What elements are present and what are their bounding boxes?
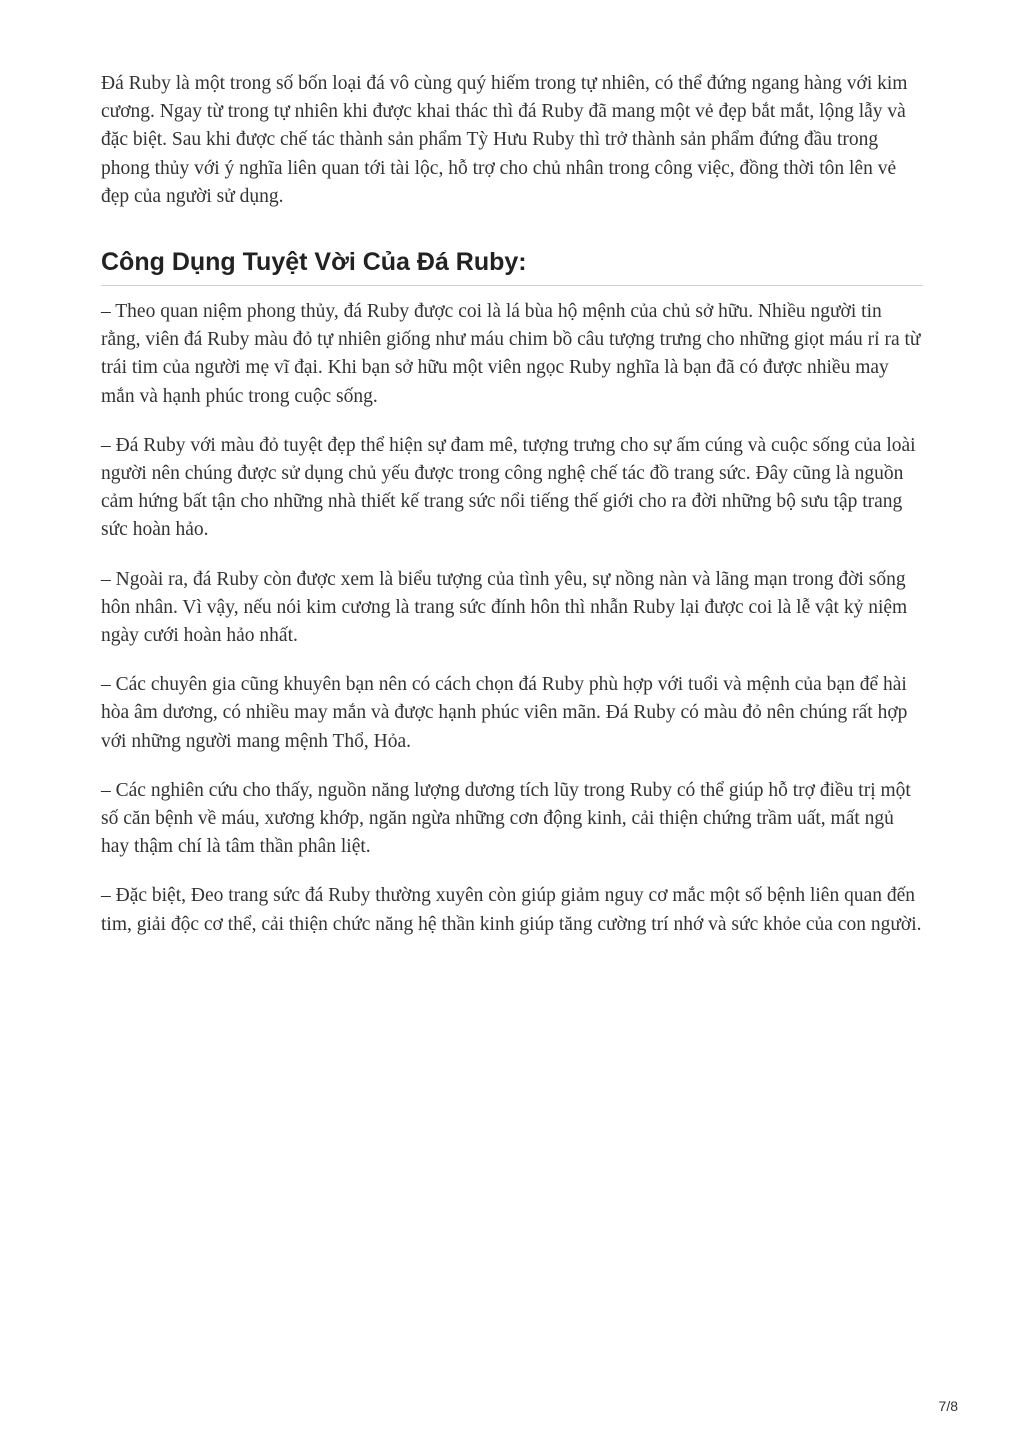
- intro-paragraph: Đá Ruby là một trong số bốn loại đá vô cùng quý hiếm trong tự nhiên, có thể đứng ngang hàng với kim cương. Ngay từ trong tự nhiên khi được khai thác thì đá Ruby đã mang một vẻ đẹp bắt mắt, lộng lẫy và đặc biệt. Sau khi được chế tác thành sản phẩm Tỳ Hưu Ruby thì trở thành sản phẩm đứng đầu trong phong thủy với ý nghĩa liên quan tới tài lộc, hỗ trợ cho chủ nhân trong công việc, đồng thời tôn lên vẻ đẹp của người sử dụng.: [101, 73, 908, 207]
- benefit-paragraph-4: – Các chuyên gia cũng khuyên bạn nên có cách chọn đá Ruby phù hợp với tuổi và mệnh của bạn để hài hòa âm dương, có nhiều may mắn và được hạnh phúc viên mãn. Đá Ruby có màu đỏ nên chúng rất hợp với những người mang mệnh Thổ, Hỏa.: [101, 674, 908, 752]
- section-heading: Công Dụng Tuyệt Vời Của Đá Ruby:: [101, 245, 923, 286]
- benefit-paragraph-1: – Theo quan niệm phong thủy, đá Ruby được coi là lá bùa hộ mệnh của chủ sở hữu. Nhiều người tin rằng, viên đá Ruby màu đỏ tự nhiên giống như máu chim bồ câu tượng trưng cho những giọt máu rỉ ra từ trái tim của người mẹ vĩ đại. Khi bạn sở hữu một viên ngọc Ruby nghĩa là bạn đã có được nhiều may mắn và hạnh phúc trong cuộc sống.: [101, 301, 921, 407]
- page-number: 7/8: [938, 1398, 958, 1414]
- benefit-paragraph-6: – Đặc biệt, Đeo trang sức đá Ruby thường xuyên còn giúp giảm nguy cơ mắc một số bệnh liên quan đến tim, giải độc cơ thể, cải thiện chức năng hệ thần kinh giúp tăng cường trí nhớ và sức khỏe của con người.: [101, 885, 922, 935]
- article-body: [101, 70, 923, 960]
- benefit-paragraph-5: – Các nghiên cứu cho thấy, nguồn năng lượng dương tích lũy trong Ruby có thể giúp hỗ trợ điều trị một số căn bệnh về máu, xương khớp, ngăn ngừa những cơn động kinh, cải thiện chứng trầm uất, mất ngủ hay thậm chí là tâm thần phân liệt.: [101, 779, 911, 858]
- benefit-paragraph-3: – Ngoài ra, đá Ruby còn được xem là biểu tượng của tình yêu, sự nồng nàn và lãng mạn trong đời sống hôn nhân. Vì vậy, nếu nói kim cương là trang sức đính hôn thì nhẫn Ruby lại được coi là lễ vật kỷ niệm ngày cưới hoàn hảo nhất.: [101, 568, 908, 647]
- section-paragraphs: [101, 298, 923, 939]
- benefit-paragraph-2: – Đá Ruby với màu đỏ tuyệt đẹp thể hiện sự đam mê, tượng trưng cho sự ấm cúng và cuộc sống của loài người nên chúng được sử dụng chủ yếu được trong công nghệ chế tác đồ trang sức. Đây cũng là nguồn cảm hứng bất tận cho những nhà thiết kế trang sức nổi tiếng thế giới cho ra đời những bộ sưu tập trang sức hoàn hảo.: [101, 434, 916, 541]
